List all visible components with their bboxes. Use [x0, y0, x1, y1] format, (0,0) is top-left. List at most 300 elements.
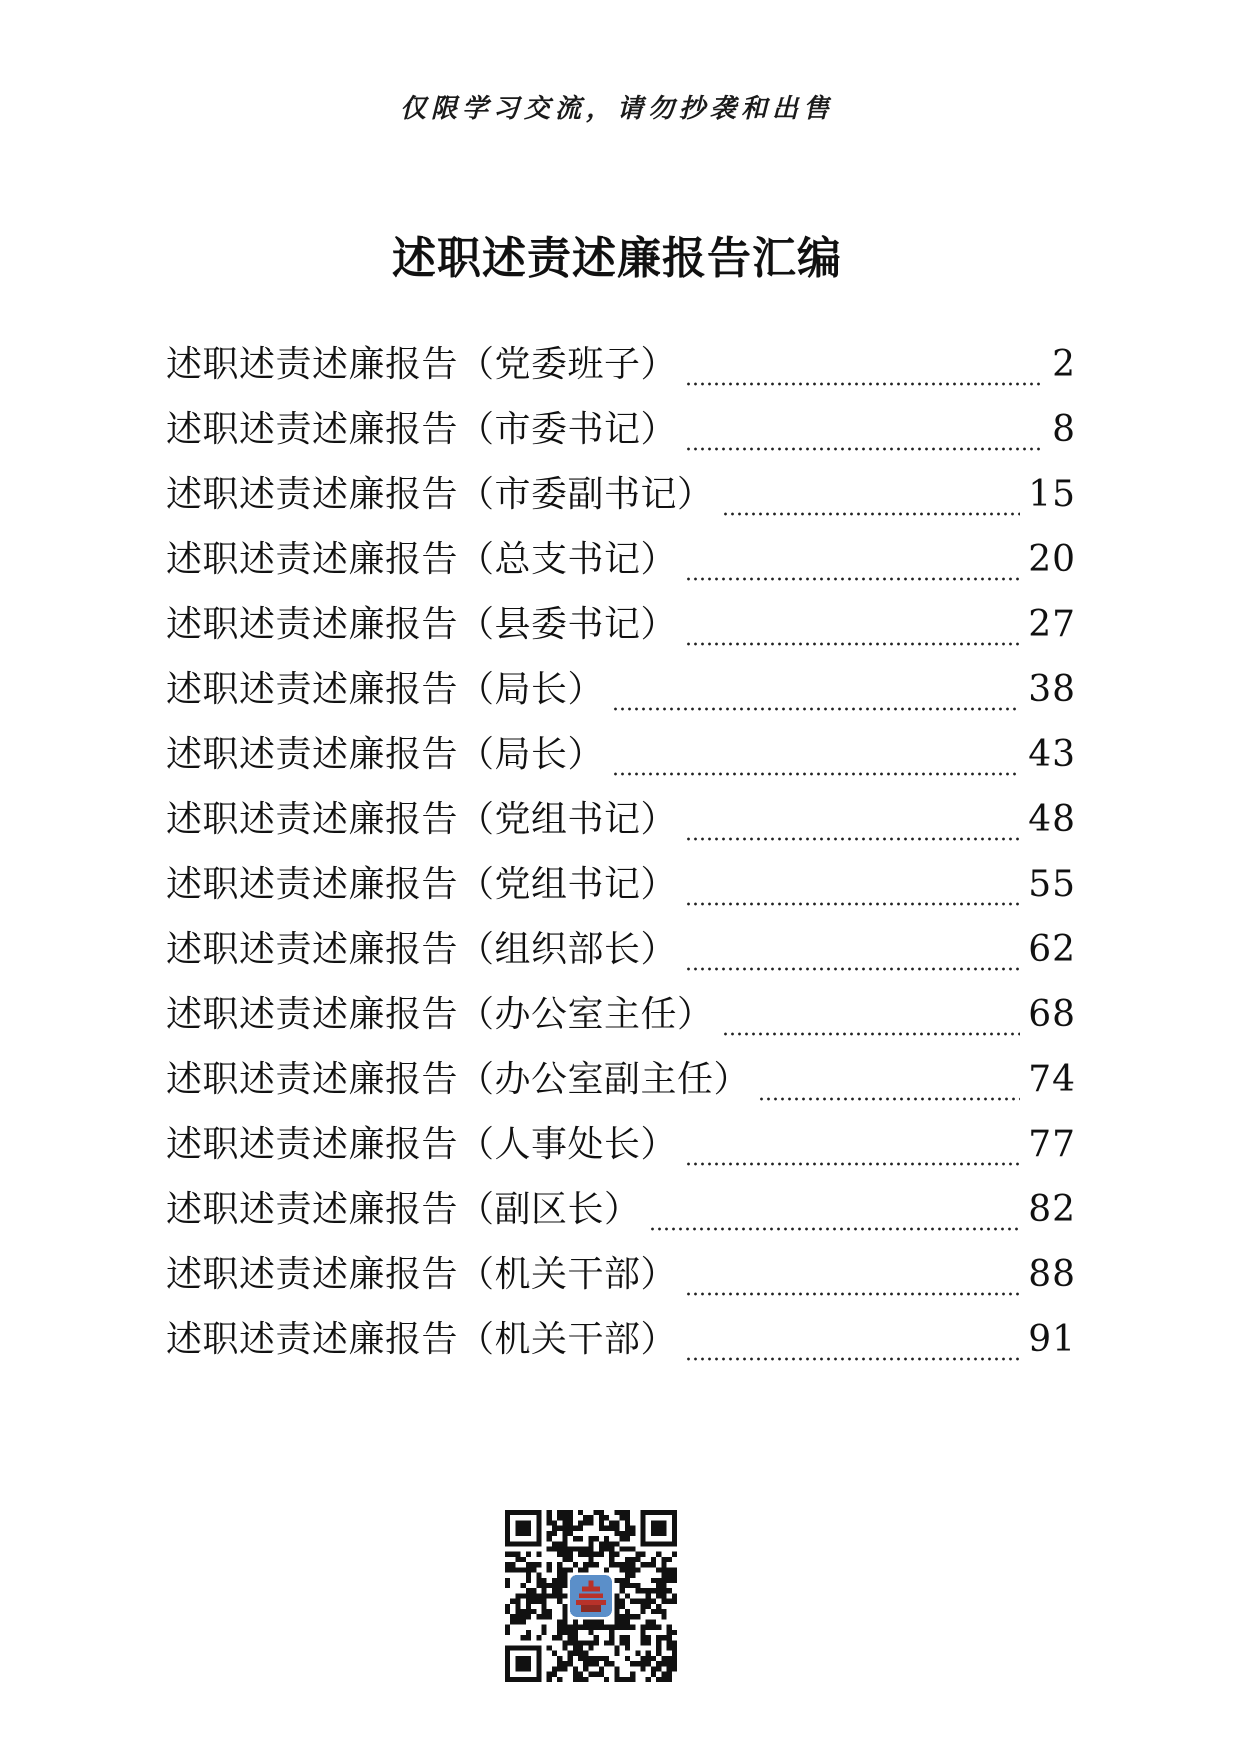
- qr-module: [557, 1630, 562, 1635]
- qr-module: [557, 1619, 562, 1624]
- qr-module: [646, 1640, 651, 1645]
- qr-module: [641, 1562, 646, 1567]
- qr-module: [526, 1599, 531, 1604]
- toc-entry[interactable]: [166, 1190, 1076, 1255]
- qr-module: [661, 1593, 666, 1598]
- qr-module: [547, 1567, 552, 1572]
- qr-module: [588, 1536, 593, 1541]
- toc-entry[interactable]: [166, 735, 1076, 800]
- qr-module: [578, 1510, 583, 1515]
- qr-module: [562, 1536, 567, 1541]
- qr-module: [547, 1531, 552, 1536]
- pagoda-roof: [576, 1600, 606, 1605]
- qr-module: [562, 1541, 567, 1546]
- toc-dot-leader: [722, 512, 1021, 516]
- toc-entry-page: 68: [1028, 994, 1076, 1035]
- toc-entry-title: 述职述责述廉报告（办公室主任）: [166, 994, 714, 1035]
- qr-module: [568, 1661, 573, 1666]
- qr-module: [573, 1526, 578, 1531]
- toc-entry[interactable]: [166, 1060, 1076, 1125]
- toc-entry-page: 2: [1052, 344, 1076, 385]
- qr-code-graphic: [505, 1510, 677, 1682]
- toc-entry[interactable]: [166, 865, 1076, 930]
- qr-module: [510, 1619, 515, 1624]
- qr-module: [599, 1526, 604, 1531]
- qr-module: [630, 1546, 635, 1551]
- qr-module: [536, 1552, 541, 1557]
- qr-module: [667, 1588, 672, 1593]
- qr-module: [656, 1578, 661, 1583]
- toc-entry-title: 述职述责述廉报告（机关干部）: [166, 1319, 678, 1360]
- qr-module: [625, 1635, 630, 1640]
- qr-module: [672, 1666, 677, 1671]
- qr-module: [505, 1578, 510, 1583]
- qr-module: [583, 1625, 588, 1630]
- qr-module: [661, 1635, 666, 1640]
- qr-module: [656, 1651, 661, 1656]
- qr-module: [614, 1552, 619, 1557]
- qr-module: [541, 1609, 546, 1614]
- qr-module: [568, 1557, 573, 1562]
- qr-module: [609, 1640, 614, 1645]
- qr-module: [620, 1546, 625, 1551]
- qr-module: [526, 1588, 531, 1593]
- qr-module: [521, 1593, 526, 1598]
- toc-entry-title: 述职述责述廉报告（党组书记）: [166, 864, 678, 905]
- qr-module: [630, 1672, 635, 1677]
- qr-module: [547, 1562, 552, 1567]
- qr-module: [620, 1625, 625, 1630]
- toc-entry-page: 43: [1028, 734, 1076, 775]
- qr-module: [630, 1661, 635, 1666]
- qr-module: [562, 1573, 567, 1578]
- qr-module: [625, 1625, 630, 1630]
- qr-module: [568, 1520, 573, 1525]
- qr-module: [625, 1619, 630, 1624]
- qr-module: [557, 1552, 562, 1557]
- qr-module: [568, 1651, 573, 1656]
- qr-module: [536, 1583, 541, 1588]
- qr-module: [568, 1552, 573, 1557]
- qr-module: [557, 1661, 562, 1666]
- qr-module: [526, 1630, 531, 1635]
- qr-module: [661, 1578, 666, 1583]
- qr-module: [609, 1562, 614, 1567]
- toc-entry[interactable]: [166, 1255, 1076, 1320]
- qr-module: [521, 1567, 526, 1572]
- qr-module: [599, 1515, 604, 1520]
- qr-module: [588, 1672, 593, 1677]
- qr-module: [609, 1635, 614, 1640]
- toc-entry[interactable]: [166, 475, 1076, 540]
- qr-module: [614, 1510, 619, 1515]
- toc-entry[interactable]: [166, 410, 1076, 475]
- toc-entry-page: 15: [1028, 474, 1076, 515]
- qr-module: [568, 1635, 573, 1640]
- qr-module: [646, 1599, 651, 1604]
- qr-module: [641, 1599, 646, 1604]
- qr-module: [578, 1651, 583, 1656]
- qr-module: [552, 1578, 557, 1583]
- qr-module: [526, 1578, 531, 1583]
- qr-module: [541, 1593, 546, 1598]
- qr-module: [583, 1666, 588, 1671]
- qr-module: [583, 1656, 588, 1661]
- qr-module: [562, 1625, 567, 1630]
- toc-entry-title: 述职述责述廉报告（机关干部）: [166, 1254, 678, 1295]
- toc-entry-page: 62: [1028, 929, 1076, 970]
- qr-module: [609, 1630, 614, 1635]
- qr-module: [630, 1614, 635, 1619]
- qr-module: [515, 1567, 520, 1572]
- qr-module: [562, 1604, 567, 1609]
- qr-module: [568, 1640, 573, 1645]
- toc-entry-page: 8: [1052, 409, 1076, 450]
- qr-module: [562, 1510, 567, 1515]
- qr-module: [594, 1672, 599, 1677]
- qr-module: [557, 1588, 562, 1593]
- qr-module: [672, 1630, 677, 1635]
- qr-module: [536, 1573, 541, 1578]
- qr-module: [583, 1651, 588, 1656]
- qr-module: [583, 1520, 588, 1525]
- document-title: 述职述责述廉报告汇编: [392, 233, 842, 284]
- qr-module: [614, 1520, 619, 1525]
- qr-module: [541, 1604, 546, 1609]
- qr-module: [651, 1625, 656, 1630]
- qr-module: [531, 1609, 536, 1614]
- qr-module: [547, 1593, 552, 1598]
- qr-module: [526, 1593, 531, 1598]
- toc-entry[interactable]: [166, 800, 1076, 865]
- qr-module: [667, 1646, 672, 1651]
- qr-module: [609, 1526, 614, 1531]
- toc-dot-leader: [685, 447, 1044, 451]
- qr-module: [594, 1640, 599, 1645]
- qr-module: [515, 1552, 520, 1557]
- toc-entry[interactable]: [166, 670, 1076, 735]
- qr-module: [646, 1651, 651, 1656]
- qr-module: [667, 1672, 672, 1677]
- qr-module: [573, 1677, 578, 1682]
- qr-module: [547, 1609, 552, 1614]
- qr-module: [521, 1614, 526, 1619]
- qr-module: [625, 1536, 630, 1541]
- qr-module: [547, 1583, 552, 1588]
- qr-module: [547, 1515, 552, 1520]
- qr-module: [505, 1630, 510, 1635]
- qr-module: [630, 1567, 635, 1572]
- qr-module: [568, 1625, 573, 1630]
- qr-module: [646, 1625, 651, 1630]
- qr-module: [552, 1546, 557, 1551]
- qr-module: [651, 1588, 656, 1593]
- qr-module: [552, 1593, 557, 1598]
- qr-module: [588, 1625, 593, 1630]
- qr-module: [635, 1614, 640, 1619]
- qr-module: [599, 1552, 604, 1557]
- qr-module: [588, 1619, 593, 1624]
- qr-module: [599, 1541, 604, 1546]
- qr-module: [510, 1599, 515, 1604]
- qr-module: [583, 1677, 588, 1682]
- toc-entry[interactable]: [166, 1125, 1076, 1190]
- qr-module: [594, 1625, 599, 1630]
- qr-module: [557, 1656, 562, 1661]
- toc-dot-leader: [685, 1292, 1020, 1296]
- qr-module: [594, 1619, 599, 1624]
- qr-module: [526, 1573, 531, 1578]
- qr-module: [583, 1640, 588, 1645]
- qr-module: [604, 1640, 609, 1645]
- qr-module: [588, 1552, 593, 1557]
- qr-module: [646, 1656, 651, 1661]
- qr-module: [583, 1619, 588, 1624]
- qr-module: [541, 1578, 546, 1583]
- toc-entry[interactable]: [166, 540, 1076, 605]
- qr-module: [562, 1619, 567, 1624]
- qr-module: [505, 1552, 510, 1557]
- qr-module: [599, 1510, 604, 1515]
- qr-module: [604, 1515, 609, 1520]
- qr-module: [594, 1635, 599, 1640]
- toc-entry[interactable]: [166, 605, 1076, 670]
- qr-module: [557, 1562, 562, 1567]
- qr-module: [541, 1583, 546, 1588]
- qr-module: [521, 1583, 526, 1588]
- qr-module: [578, 1526, 583, 1531]
- qr-module: [588, 1630, 593, 1635]
- qr-module: [625, 1656, 630, 1661]
- toc-entry-title: 述职述责述廉报告（总支书记）: [166, 539, 678, 580]
- qr-module: [552, 1583, 557, 1588]
- qr-module: [599, 1625, 604, 1630]
- qr-module: [661, 1599, 666, 1604]
- qr-module: [562, 1578, 567, 1583]
- qr-module: [620, 1614, 625, 1619]
- qr-module: [614, 1562, 619, 1567]
- qr-module: [656, 1588, 661, 1593]
- qr-module: [625, 1567, 630, 1572]
- qr-module: [625, 1640, 630, 1645]
- qr-module: [646, 1619, 651, 1624]
- qr-module: [562, 1520, 567, 1525]
- qr-module: [510, 1552, 515, 1557]
- toc-entry-title: 述职述责述廉报告（组织部长）: [166, 929, 678, 970]
- qr-module: [552, 1666, 557, 1671]
- toc-dot-leader: [722, 1032, 1021, 1036]
- qr-module: [526, 1604, 531, 1609]
- qr-module: [656, 1567, 661, 1572]
- qr-module: [583, 1515, 588, 1520]
- qr-module: [552, 1541, 557, 1546]
- qr-module: [531, 1599, 536, 1604]
- qr-module: [630, 1531, 635, 1536]
- qr-module: [661, 1557, 666, 1562]
- qr-module: [588, 1520, 593, 1525]
- qr-module: [599, 1666, 604, 1671]
- qr-module: [557, 1599, 562, 1604]
- qr-module: [651, 1672, 656, 1677]
- qr-module: [562, 1552, 567, 1557]
- qr-module: [661, 1677, 666, 1682]
- qr-module: [531, 1588, 536, 1593]
- qr-module: [583, 1661, 588, 1666]
- qr-module: [635, 1599, 640, 1604]
- qr-module: [620, 1567, 625, 1572]
- qr-module: [641, 1625, 646, 1630]
- qr-module: [667, 1661, 672, 1666]
- qr-module: [661, 1588, 666, 1593]
- qr-module: [635, 1661, 640, 1666]
- qr-module: [651, 1619, 656, 1624]
- qr-module: [573, 1562, 578, 1567]
- qr-module: [651, 1666, 656, 1671]
- toc-dot-leader: [685, 837, 1020, 841]
- toc-entry[interactable]: [166, 345, 1076, 410]
- qr-module: [573, 1635, 578, 1640]
- toc-dot-leader: [612, 707, 1020, 711]
- toc-entry-page: 48: [1028, 799, 1076, 840]
- toc-entry-title: 述职述责述廉报告（市委书记）: [166, 409, 678, 450]
- qr-module: [573, 1651, 578, 1656]
- qr-module: [625, 1562, 630, 1567]
- qr-module: [646, 1604, 651, 1609]
- toc-entry-page: 38: [1028, 669, 1076, 710]
- qr-module: [620, 1536, 625, 1541]
- qr-module: [656, 1646, 661, 1651]
- qr-module: [510, 1562, 515, 1567]
- qr-module: [604, 1546, 609, 1551]
- qr-module: [635, 1567, 640, 1572]
- qr-module: [635, 1588, 640, 1593]
- qr-module: [614, 1599, 619, 1604]
- qr-module: [557, 1510, 562, 1515]
- qr-module: [568, 1546, 573, 1551]
- qr-module: [531, 1567, 536, 1572]
- qr-module: [661, 1583, 666, 1588]
- qr-module: [578, 1677, 583, 1682]
- qr-module: [620, 1583, 625, 1588]
- qr-module: [536, 1635, 541, 1640]
- qr-module: [562, 1526, 567, 1531]
- qr-module: [541, 1614, 546, 1619]
- qr-module: [604, 1536, 609, 1541]
- qr-module: [505, 1609, 510, 1614]
- qr-module: [557, 1546, 562, 1551]
- qr-module: [661, 1609, 666, 1614]
- qr-module: [562, 1557, 567, 1562]
- qr-module: [547, 1520, 552, 1525]
- qr-module: [630, 1625, 635, 1630]
- toc-entry[interactable]: [166, 930, 1076, 995]
- qr-module: [568, 1630, 573, 1635]
- qr-module: [515, 1609, 520, 1614]
- qr-module: [614, 1541, 619, 1546]
- qr-module: [667, 1677, 672, 1682]
- qr-module: [641, 1604, 646, 1609]
- qr-module: [672, 1578, 677, 1583]
- qr-module: [625, 1520, 630, 1525]
- qr-module: [614, 1604, 619, 1609]
- qr-module: [656, 1552, 661, 1557]
- qr-module: [505, 1567, 510, 1572]
- qr-module: [641, 1640, 646, 1645]
- qr-module: [625, 1646, 630, 1651]
- qr-module: [609, 1541, 614, 1546]
- toc-entry-page: 88: [1028, 1254, 1076, 1295]
- pagoda-roof: [582, 1587, 600, 1592]
- qr-module: [588, 1656, 593, 1661]
- toc-entry[interactable]: [166, 995, 1076, 1060]
- qr-module: [531, 1562, 536, 1567]
- table-of-contents: [166, 345, 1076, 1385]
- qr-module: [557, 1573, 562, 1578]
- qr-module: [646, 1588, 651, 1593]
- qr-module: [583, 1562, 588, 1567]
- qr-module: [594, 1661, 599, 1666]
- qr-module: [536, 1562, 541, 1567]
- qr-module: [526, 1609, 531, 1614]
- qr-module: [614, 1619, 619, 1624]
- qr-module: [541, 1625, 546, 1630]
- qr-module: [667, 1630, 672, 1635]
- qr-module: [672, 1651, 677, 1656]
- qr-module: [630, 1677, 635, 1682]
- qr-module: [661, 1661, 666, 1666]
- qr-module: [541, 1588, 546, 1593]
- qr-module: [609, 1625, 614, 1630]
- qr-module: [672, 1640, 677, 1645]
- qr-module: [505, 1562, 510, 1567]
- qr-module: [573, 1630, 578, 1635]
- qr-module: [521, 1609, 526, 1614]
- qr-module: [614, 1614, 619, 1619]
- qr-module: [547, 1646, 552, 1651]
- qr-module: [667, 1625, 672, 1630]
- toc-entry-title: 述职述责述廉报告（局长）: [166, 669, 605, 710]
- qr-module: [641, 1635, 646, 1640]
- qr-module: [562, 1614, 567, 1619]
- qr-module: [515, 1619, 520, 1624]
- qr-module: [625, 1677, 630, 1682]
- qr-module: [646, 1677, 651, 1682]
- qr-module: [604, 1625, 609, 1630]
- qr-module: [573, 1625, 578, 1630]
- qr-module: [609, 1661, 614, 1666]
- qr-module: [562, 1609, 567, 1614]
- qr-module: [588, 1515, 593, 1520]
- qr-module: [573, 1666, 578, 1671]
- qr-module: [588, 1557, 593, 1562]
- qr-module: [604, 1526, 609, 1531]
- toc-entry-title: 述职述责述廉报告（县委书记）: [166, 604, 678, 645]
- qr-module: [568, 1526, 573, 1531]
- qr-module: [557, 1567, 562, 1572]
- qr-module: [641, 1588, 646, 1593]
- qr-module: [557, 1541, 562, 1546]
- qr-module: [635, 1651, 640, 1656]
- qr-module: [547, 1677, 552, 1682]
- qr-module: [672, 1646, 677, 1651]
- qr-module: [562, 1661, 567, 1666]
- qr-module: [614, 1609, 619, 1614]
- toc-entry[interactable]: [166, 1320, 1076, 1385]
- toc-dot-leader: [685, 642, 1020, 646]
- qr-module: [599, 1656, 604, 1661]
- qr-module: [625, 1515, 630, 1520]
- qr-module: [573, 1640, 578, 1645]
